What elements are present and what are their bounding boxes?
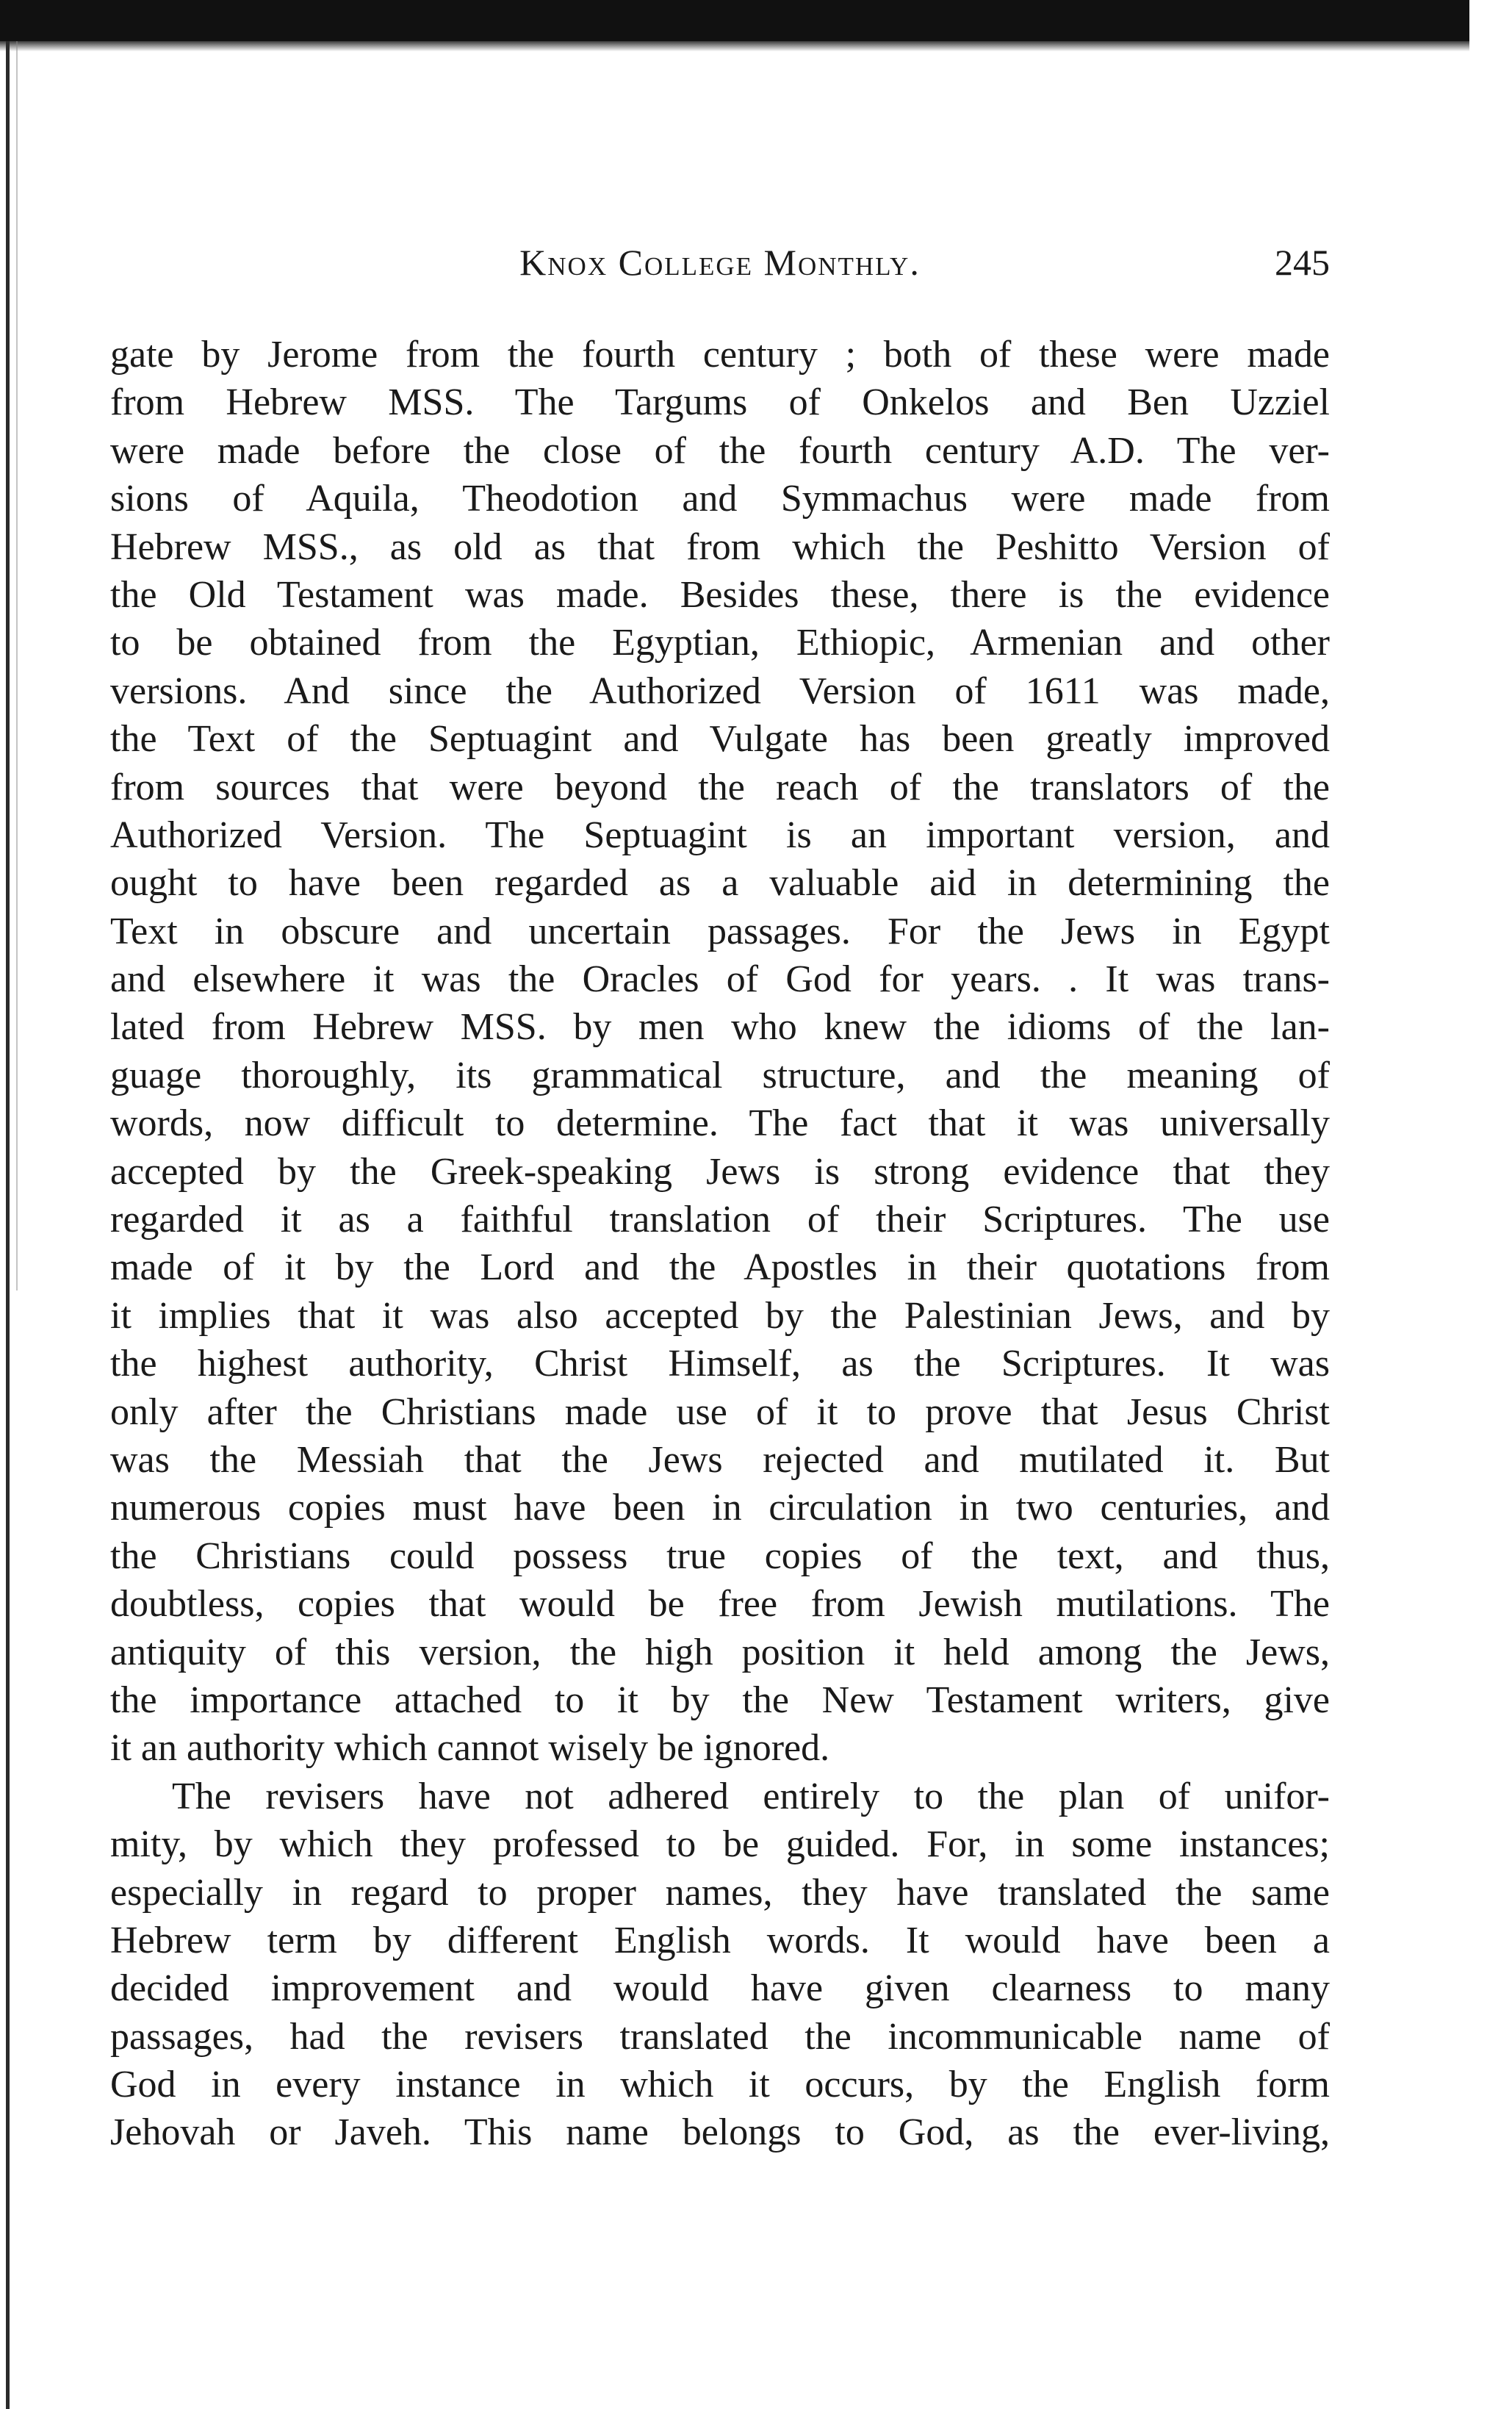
text-line: Jehovah or Javeh. This name belongs to God, as the ever-living, — [110, 2111, 1330, 2154]
text-line: made of it by the Lord and the Apostles in their quotations from — [110, 1246, 1330, 1289]
running-head-title: Knox College Monthly. — [519, 242, 921, 283]
text-line: the importance attached to it by the New Testament writers, give — [110, 1679, 1330, 1721]
page-number: 245 — [1275, 242, 1330, 283]
text-line: decided improvement and would have given clearness to many — [110, 1967, 1330, 2010]
body-text — [110, 331, 1330, 2157]
text-line: The revisers have not adhered entirely to the plan of unifor- — [172, 1775, 1330, 1817]
text-line: and elsewhere it was the Oracles of God for years. . It was trans- — [110, 958, 1330, 1001]
paragraph — [110, 1773, 1330, 2157]
text-line: regarded it as a faithful translation of their Scriptures. The use — [110, 1199, 1330, 1241]
text-line: it an authority which cannot wisely be ignored. — [110, 1727, 830, 1770]
text-line: Hebrew term by different English words. It would have been a — [110, 1919, 1330, 1961]
text-line: especially in regard to proper names, they have translated the same — [110, 1871, 1330, 1914]
text-line: the Old Testament was made. Besides these, there is the evidence — [110, 573, 1330, 616]
text-line: guage thoroughly, its grammatical structure, and the meaning of — [110, 1054, 1330, 1096]
text-line: accepted by the Greek-speaking Jews is strong evidence that they — [110, 1150, 1330, 1193]
text-line: doubtless, copies that would be free from Jewish mutilations. The — [110, 1583, 1330, 1626]
text-line: only after the Christians made use of it to prove that Jesus Christ — [110, 1390, 1330, 1433]
paragraph — [110, 331, 1330, 1773]
text-line: passages, had the revisers translated the incommunicable name of — [110, 2015, 1330, 2058]
text-line: the highest authority, Christ Himself, as the Scriptures. It was — [110, 1343, 1330, 1385]
text-line: Text in obscure and uncertain passages. For the Jews in Egypt — [110, 910, 1330, 952]
text-line: numerous copies must have been in circulation in two centuries, and — [110, 1487, 1330, 1529]
text-line: the Christians could possess true copies of the text, and thus, — [110, 1534, 1330, 1577]
text-line: from Hebrew MSS. The Targums of Onkelos and Ben Uzziel — [110, 381, 1330, 424]
text-line: gate by Jerome from the fourth century ; both of these were made — [110, 334, 1330, 376]
running-head — [110, 234, 1330, 292]
text-line: sions of Aquila, Theodotion and Symmachus were made from — [110, 478, 1330, 520]
text-line: mity, by which they professed to be guided. For, in some instances; — [110, 1823, 1330, 1866]
scan-top-border — [0, 0, 1469, 41]
text-line: to be obtained from the Egyptian, Ethiopic, Armenian and other — [110, 622, 1330, 664]
text-line: it implies that it was also accepted by the Palestinian Jews, and by — [110, 1294, 1330, 1337]
scan-left-shadow — [16, 41, 18, 1290]
text-line: words, now difficult to determine. The fact that it was universally — [110, 1102, 1330, 1145]
text-line: Authorized Version. The Septuagint is an important version, and — [110, 814, 1330, 856]
text-line: antiquity of this version, the high position it held among the Jews, — [110, 1631, 1330, 1673]
text-line: versions. And since the Authorized Version of 1611 was made, — [110, 669, 1330, 712]
scan-top-shadow — [0, 41, 1469, 51]
text-line: the Text of the Septuagint and Vulgate has been greatly improved — [110, 718, 1330, 761]
text-line: were made before the close of the fourth century A.D. The ver- — [110, 429, 1330, 472]
text-line: from sources that were beyond the reach of the translators of the — [110, 766, 1330, 808]
book-page — [110, 234, 1330, 2157]
text-line: Hebrew MSS., as old as that from which the Peshitto Version of — [110, 525, 1330, 568]
text-line: ought to have been regarded as a valuable aid in determining the — [110, 862, 1330, 905]
scan-left-border — [6, 41, 10, 2409]
text-line: God in every instance in which it occurs, by the English form — [110, 2064, 1330, 2106]
text-line: lated from Hebrew MSS. by men who knew the idioms of the lan- — [110, 1006, 1330, 1049]
text-line: was the Messiah that the Jews rejected and mutilated it. But — [110, 1438, 1330, 1481]
